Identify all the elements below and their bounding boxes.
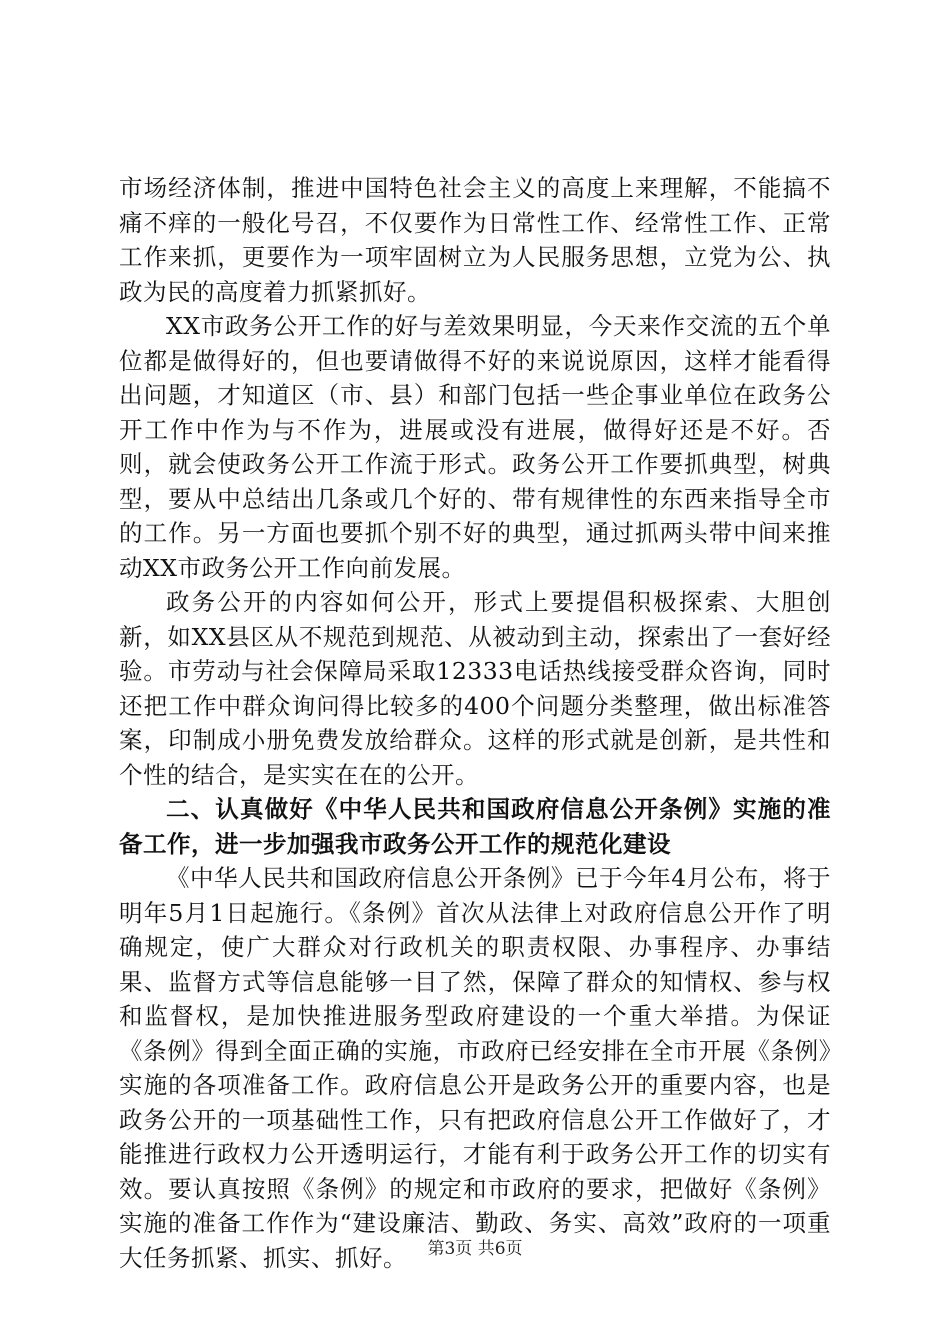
document-body xyxy=(119,171,831,1275)
paragraph-continued: 市场经济体制，推进中国特色社会主义的高度上来理解，不能搞不痛不痒的一般化号召，不仅要作为日常性工作、经常性工作、正常工作来抓，更要作为一项牢固树立为人民服务思想，立党为公、执政为民的高度着力抓紧抓好。 xyxy=(119,174,831,306)
section-heading: 二、认真做好《中华人民共和国政府信息公开条例》实施的准备工作，进一步加强我市政务公开工作的规范化建设 xyxy=(119,795,831,858)
paragraph-typical-examples: XX市政务公开工作的好与差效果明显，今天来作交流的五个单位都是做得好的，但也要请做得不好的来说说原因，这样才能看得出问题，才知道区（市、县）和部门包括一些企事业单位在政务公开工作中作为与不作为，进展或没有进展，做得好还是不好。否则，就会使政务公开工作流于形式。政务公开工作要抓典型，树典型，要从中总结出几条或几个好的、带有规律性的东西来指导全市的工作。另一方面也要抓个别不好的典型，通过抓两头带中间来推动XX市政务公开工作向前发展。 xyxy=(119,312,831,582)
page-footer: 第3页 共6页 xyxy=(427,1239,523,1259)
paragraph-innovation: 政务公开的内容如何公开，形式上要提倡积极探索、大胆创新，如XX县区从不规范到规范、从被动到主动，探索出了一套好经验。市劳动与社会保障局采取12333电话热线接受群众咨询，同时还把工作中群众询问得比较多的400个问题分类整理，做出标准答案，印制成小册免费发放给群众。这样的形式就是创新，是共性和个性的结合，是实实在在的公开。 xyxy=(119,588,831,789)
paragraph-regulation: 《中华人民共和国政府信息公开条例》已于今年4月公布，将于明年5月1日起施行。《条例》首次从法律上对政府信息公开作了明确规定，使广大群众对行政机关的职责权限、办事程序、办事结果、监督方式等信息能够一目了然，保障了群众的知情权、参与权和监督权，是加快推进服务型政府建设的一个重大举措。为保证《条例》得到全面正确的实施，市政府已经安排在全市开展《条例》实施的各项准备工作。政府信息公开是政务公开的重要内容，也是政务公开的一项基础性工作，只有把政府信息公开工作做好了，才能推进行政权力公开透明运行，才能有利于政务公开工作的切实有效。要认真按照《条例》的规定和市政府的要求，把做好《条例》实施的准备工作作为“建设廉洁、勤政、务实、高效”政府的一项重大任务抓紧、抓实、抓好。 xyxy=(119,864,831,1272)
